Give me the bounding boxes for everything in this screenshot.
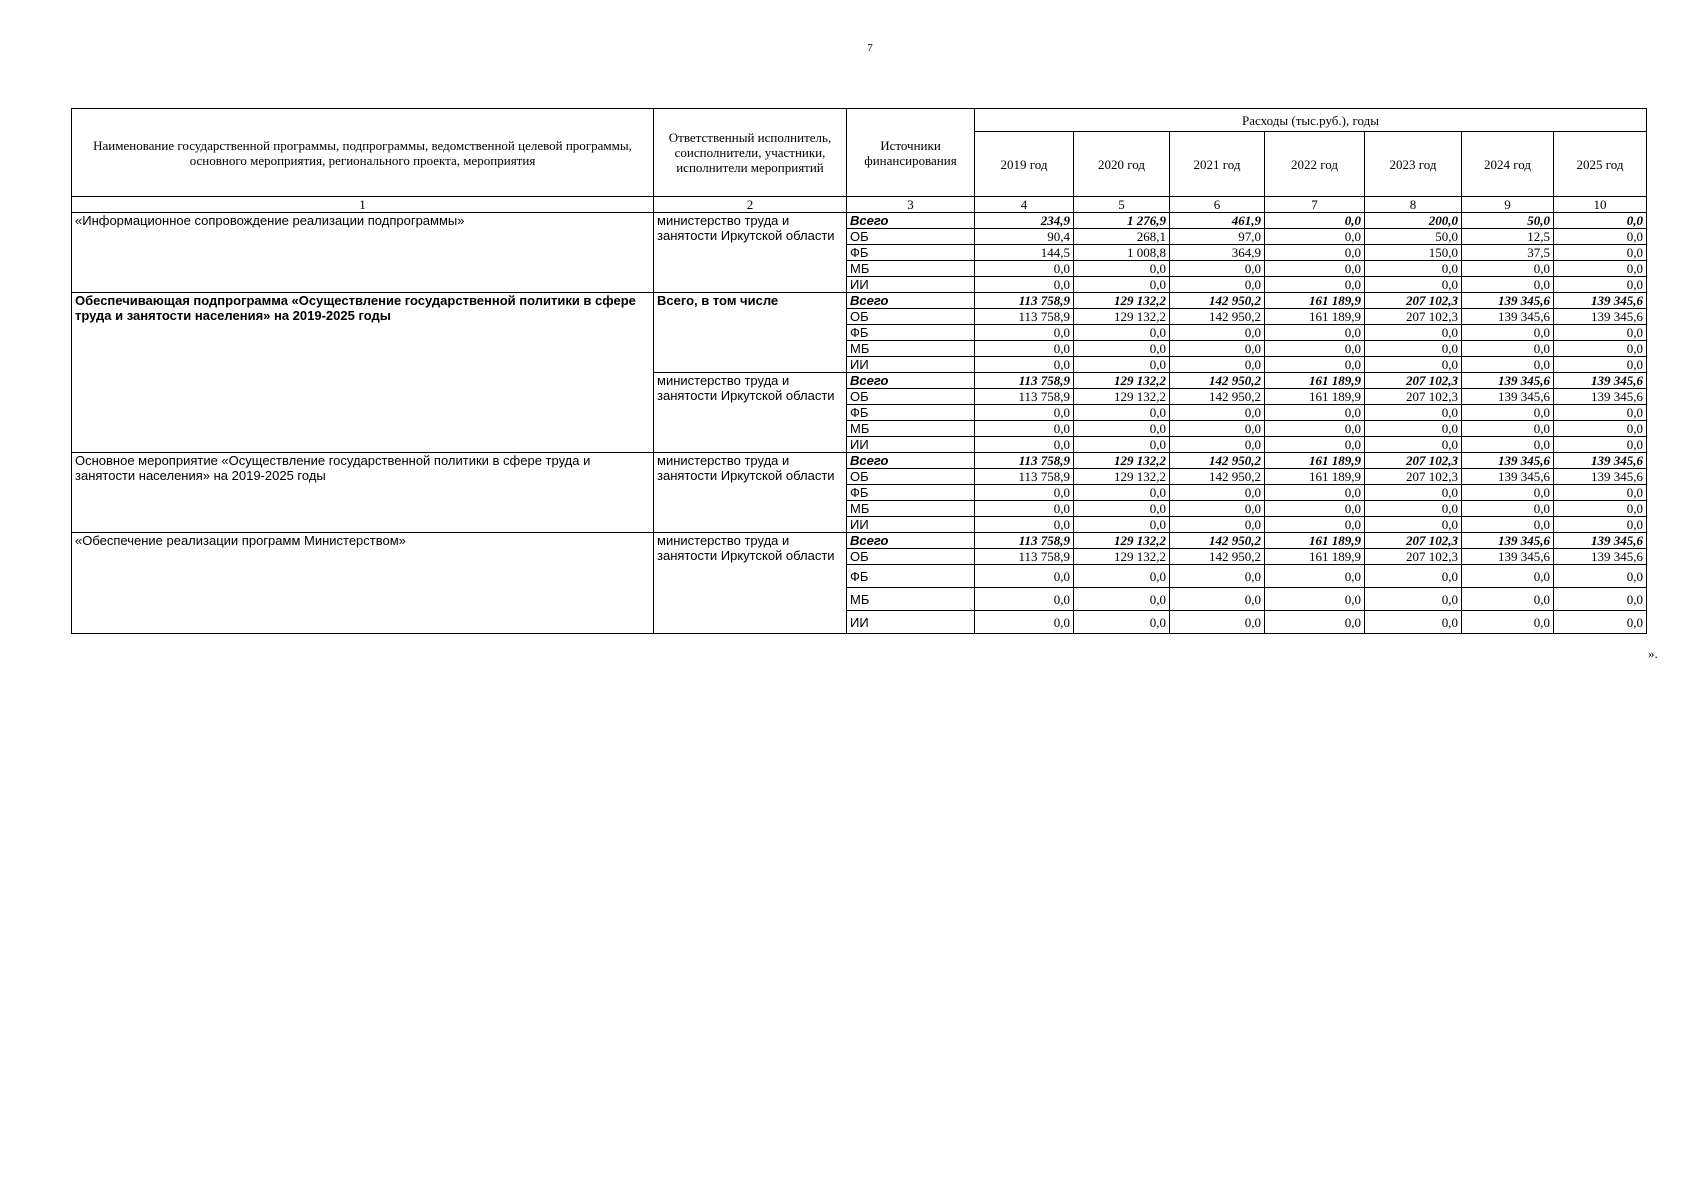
column-number: 10 (1554, 197, 1647, 213)
program-name: Основное мероприятие «Осуществление государственной политики в сфере труда и занятости населения» на 2019-2025 годы (72, 453, 654, 533)
expense-value: 161 189,9 (1265, 453, 1365, 469)
expense-value: 268,1 (1074, 229, 1170, 245)
expense-value: 207 102,3 (1365, 549, 1462, 565)
expense-value: 0,0 (1462, 611, 1554, 634)
expense-value: 461,9 (1170, 213, 1265, 229)
expense-value: 113 758,9 (975, 549, 1074, 565)
expense-value: 0,0 (1170, 517, 1265, 533)
expense-value: 0,0 (975, 341, 1074, 357)
funding-source: ОБ (847, 469, 975, 485)
funding-source: ФБ (847, 405, 975, 421)
expense-value: 0,0 (1462, 277, 1554, 293)
expense-value: 0,0 (1365, 405, 1462, 421)
expense-value: 129 132,2 (1074, 389, 1170, 405)
expense-value: 113 758,9 (975, 293, 1074, 309)
expense-value: 161 189,9 (1265, 293, 1365, 309)
expense-value: 142 950,2 (1170, 389, 1265, 405)
expense-value: 0,0 (1074, 517, 1170, 533)
expense-value: 0,0 (1265, 405, 1365, 421)
expense-value: 0,0 (1462, 261, 1554, 277)
expense-value: 0,0 (1074, 261, 1170, 277)
expense-value: 0,0 (1365, 517, 1462, 533)
expense-value: 0,0 (1265, 277, 1365, 293)
column-number: 1 (72, 197, 654, 213)
expense-value: 0,0 (1462, 588, 1554, 611)
expense-value: 161 189,9 (1265, 533, 1365, 549)
expense-value: 0,0 (1365, 588, 1462, 611)
funding-source: ИИ (847, 277, 975, 293)
expense-value: 0,0 (1365, 611, 1462, 634)
expense-value: 0,0 (975, 588, 1074, 611)
funding-source: Всего (847, 213, 975, 229)
expense-value: 0,0 (975, 501, 1074, 517)
expense-value: 90,4 (975, 229, 1074, 245)
expense-value: 0,0 (1265, 341, 1365, 357)
executor: министерство труда и занятости Иркутской области (654, 533, 847, 634)
expense-value: 0,0 (1554, 213, 1647, 229)
expense-value: 113 758,9 (975, 373, 1074, 389)
expense-value: 207 102,3 (1365, 373, 1462, 389)
expense-value: 0,0 (975, 565, 1074, 588)
table-row (72, 293, 1647, 309)
expense-value: 139 345,6 (1554, 373, 1647, 389)
expense-value: 0,0 (975, 261, 1074, 277)
expense-value: 0,0 (975, 437, 1074, 453)
expense-value: 0,0 (975, 421, 1074, 437)
column-number: 4 (975, 197, 1074, 213)
expense-value: 0,0 (1265, 437, 1365, 453)
expense-value: 207 102,3 (1365, 389, 1462, 405)
funding-source: ИИ (847, 437, 975, 453)
header-year: 2021 год (1170, 132, 1265, 197)
header-year: 2023 год (1365, 132, 1462, 197)
expense-value: 0,0 (1365, 325, 1462, 341)
expense-value: 142 950,2 (1170, 533, 1265, 549)
funding-source: Всего (847, 293, 975, 309)
expense-value: 0,0 (1365, 261, 1462, 277)
expense-value: 0,0 (975, 517, 1074, 533)
expense-value: 150,0 (1365, 245, 1462, 261)
expense-value: 0,0 (975, 357, 1074, 373)
expense-value: 0,0 (1265, 611, 1365, 634)
funding-source: МБ (847, 341, 975, 357)
expense-value: 0,0 (1554, 421, 1647, 437)
expense-value: 139 345,6 (1554, 293, 1647, 309)
expense-value: 161 189,9 (1265, 309, 1365, 325)
closing-mark: ». (1648, 646, 1658, 661)
column-number: 5 (1074, 197, 1170, 213)
expense-value: 0,0 (1265, 245, 1365, 261)
expense-value: 139 345,6 (1554, 453, 1647, 469)
funding-source: МБ (847, 501, 975, 517)
expense-value: 0,0 (1170, 357, 1265, 373)
column-number: 9 (1462, 197, 1554, 213)
expense-value: 0,0 (1074, 501, 1170, 517)
expense-value: 144,5 (975, 245, 1074, 261)
expense-value: 129 132,2 (1074, 453, 1170, 469)
expense-value: 0,0 (1265, 213, 1365, 229)
expense-value: 0,0 (1170, 485, 1265, 501)
expense-value: 207 102,3 (1365, 469, 1462, 485)
expense-value: 0,0 (1170, 277, 1265, 293)
expense-value: 139 345,6 (1462, 373, 1554, 389)
expense-value: 0,0 (1074, 565, 1170, 588)
funding-source: ОБ (847, 549, 975, 565)
expense-value: 139 345,6 (1462, 389, 1554, 405)
expense-value: 0,0 (1170, 588, 1265, 611)
funding-source: ФБ (847, 565, 975, 588)
expense-value: 0,0 (1074, 421, 1170, 437)
expense-value: 139 345,6 (1462, 293, 1554, 309)
expense-value: 139 345,6 (1462, 469, 1554, 485)
expense-value: 0,0 (1074, 437, 1170, 453)
expense-value: 234,9 (975, 213, 1074, 229)
funding-source: МБ (847, 421, 975, 437)
expense-value: 113 758,9 (975, 309, 1074, 325)
expense-value: 142 950,2 (1170, 453, 1265, 469)
funding-source: ФБ (847, 245, 975, 261)
expense-value: 0,0 (1554, 485, 1647, 501)
expense-value: 0,0 (1074, 341, 1170, 357)
expense-value: 0,0 (1265, 421, 1365, 437)
program-name: «Информационное сопровождение реализации подпрограммы» (72, 213, 654, 293)
expense-value: 207 102,3 (1365, 309, 1462, 325)
header-year: 2022 год (1265, 132, 1365, 197)
funding-source: ОБ (847, 309, 975, 325)
expense-value: 0,0 (1170, 261, 1265, 277)
expense-value: 0,0 (1462, 357, 1554, 373)
expense-value: 207 102,3 (1365, 293, 1462, 309)
funding-source: ФБ (847, 485, 975, 501)
expense-value: 161 189,9 (1265, 373, 1365, 389)
expense-value: 37,5 (1462, 245, 1554, 261)
expense-value: 0,0 (1462, 405, 1554, 421)
expense-value: 0,0 (1265, 229, 1365, 245)
program-name: «Обеспечение реализации программ Министерством» (72, 533, 654, 634)
header-expenses: Расходы (тыс.руб.), годы (975, 109, 1647, 132)
expense-value: 0,0 (1554, 611, 1647, 634)
expense-value: 142 950,2 (1170, 309, 1265, 325)
expense-value: 0,0 (1554, 501, 1647, 517)
expense-value: 113 758,9 (975, 389, 1074, 405)
expense-value: 0,0 (1365, 341, 1462, 357)
expense-value: 0,0 (1170, 341, 1265, 357)
expense-value: 0,0 (1554, 277, 1647, 293)
expense-value: 0,0 (1554, 341, 1647, 357)
funding-source: Всего (847, 373, 975, 389)
funding-source: ИИ (847, 611, 975, 634)
expense-value: 129 132,2 (1074, 293, 1170, 309)
header-year: 2025 год (1554, 132, 1647, 197)
expense-value: 0,0 (1265, 261, 1365, 277)
expense-value: 139 345,6 (1462, 453, 1554, 469)
expense-value: 142 950,2 (1170, 373, 1265, 389)
expense-value: 0,0 (975, 611, 1074, 634)
expense-value: 142 950,2 (1170, 293, 1265, 309)
page-number: 7 (867, 42, 873, 54)
expense-value: 0,0 (1462, 517, 1554, 533)
expense-value: 113 758,9 (975, 453, 1074, 469)
funding-source: МБ (847, 261, 975, 277)
executor: Всего, в том числе (654, 293, 847, 373)
expense-value: 0,0 (1462, 501, 1554, 517)
expense-value: 0,0 (1074, 357, 1170, 373)
budget-table (71, 108, 1647, 634)
header-year: 2019 год (975, 132, 1074, 197)
expense-value: 0,0 (1074, 611, 1170, 634)
expense-value: 0,0 (1265, 517, 1365, 533)
funding-source: ИИ (847, 517, 975, 533)
funding-source: Всего (847, 533, 975, 549)
expense-value: 139 345,6 (1462, 549, 1554, 565)
expense-value: 0,0 (1365, 437, 1462, 453)
expense-value: 129 132,2 (1074, 373, 1170, 389)
expense-value: 12,5 (1462, 229, 1554, 245)
header-executor-column: Ответственный исполнитель, соисполнители, участники, исполнители мероприятий (654, 109, 847, 197)
expense-value: 50,0 (1462, 213, 1554, 229)
expense-value: 0,0 (1170, 405, 1265, 421)
expense-value: 0,0 (1462, 341, 1554, 357)
program-name: Обеспечивающая подпрограмма «Осуществление государственной политики в сфере труда и занятости населения» на 2019-2025 годы (72, 293, 654, 453)
expense-value: 200,0 (1365, 213, 1462, 229)
expense-value: 207 102,3 (1365, 453, 1462, 469)
executor: министерство труда и занятости Иркутской области (654, 213, 847, 293)
expense-value: 0,0 (1170, 611, 1265, 634)
expense-value: 139 345,6 (1462, 309, 1554, 325)
expense-value: 0,0 (1170, 421, 1265, 437)
expense-value: 129 132,2 (1074, 549, 1170, 565)
expense-value: 139 345,6 (1462, 533, 1554, 549)
expense-value: 0,0 (975, 405, 1074, 421)
expense-value: 0,0 (1462, 485, 1554, 501)
expense-value: 0,0 (1554, 325, 1647, 341)
expense-value: 0,0 (1265, 485, 1365, 501)
funding-source: ФБ (847, 325, 975, 341)
expense-value: 161 189,9 (1265, 469, 1365, 485)
expense-value: 0,0 (1554, 517, 1647, 533)
expense-value: 0,0 (1074, 405, 1170, 421)
expense-value: 0,0 (1554, 229, 1647, 245)
expense-value: 0,0 (1265, 325, 1365, 341)
expense-value: 0,0 (1554, 357, 1647, 373)
expense-value: 0,0 (1462, 421, 1554, 437)
funding-source: ОБ (847, 229, 975, 245)
expense-value: 0,0 (1462, 565, 1554, 588)
expense-value: 0,0 (1265, 565, 1365, 588)
expense-value: 0,0 (1365, 485, 1462, 501)
funding-source: ИИ (847, 357, 975, 373)
expense-value: 113 758,9 (975, 533, 1074, 549)
expense-value: 139 345,6 (1554, 389, 1647, 405)
expense-value: 0,0 (1365, 421, 1462, 437)
funding-source: Всего (847, 453, 975, 469)
expense-value: 0,0 (1462, 437, 1554, 453)
expense-value: 0,0 (1462, 325, 1554, 341)
expense-value: 139 345,6 (1554, 533, 1647, 549)
expense-value: 113 758,9 (975, 469, 1074, 485)
header-name-column: Наименование государственной программы, подпрограммы, ведомственной целевой программы, основного мероприятия, регионального проекта, мероприятия (72, 109, 654, 197)
expense-value: 364,9 (1170, 245, 1265, 261)
table-row (72, 453, 1647, 469)
column-number: 7 (1265, 197, 1365, 213)
expense-value: 161 189,9 (1265, 549, 1365, 565)
expense-value: 0,0 (975, 277, 1074, 293)
expense-value: 0,0 (1554, 405, 1647, 421)
expense-value: 0,0 (1170, 325, 1265, 341)
expense-value: 0,0 (1074, 588, 1170, 611)
expense-value: 0,0 (1554, 437, 1647, 453)
expense-value: 139 345,6 (1554, 309, 1647, 325)
expense-value: 0,0 (1554, 565, 1647, 588)
expense-value: 0,0 (1265, 588, 1365, 611)
header-year: 2024 год (1462, 132, 1554, 197)
expense-value: 142 950,2 (1170, 469, 1265, 485)
expense-value: 0,0 (1170, 437, 1265, 453)
column-number: 3 (847, 197, 975, 213)
expense-value: 129 132,2 (1074, 469, 1170, 485)
expense-value: 207 102,3 (1365, 533, 1462, 549)
expense-value: 1 276,9 (1074, 213, 1170, 229)
expense-value: 139 345,6 (1554, 469, 1647, 485)
expense-value: 0,0 (1265, 501, 1365, 517)
expense-value: 0,0 (1074, 325, 1170, 341)
expense-value: 97,0 (1170, 229, 1265, 245)
expense-value: 139 345,6 (1554, 549, 1647, 565)
executor: министерство труда и занятости Иркутской области (654, 453, 847, 533)
expense-value: 0,0 (1365, 277, 1462, 293)
expense-value: 0,0 (975, 325, 1074, 341)
expense-value: 0,0 (1554, 588, 1647, 611)
column-number: 8 (1365, 197, 1462, 213)
expense-value: 0,0 (1074, 277, 1170, 293)
table-row (72, 533, 1647, 549)
expense-value: 0,0 (1170, 565, 1265, 588)
expense-value: 0,0 (1365, 501, 1462, 517)
expense-value: 161 189,9 (1265, 389, 1365, 405)
funding-source: МБ (847, 588, 975, 611)
executor: министерство труда и занятости Иркутской области (654, 373, 847, 453)
expense-value: 0,0 (1265, 357, 1365, 373)
expense-value: 0,0 (1554, 261, 1647, 277)
expense-value: 0,0 (1170, 501, 1265, 517)
expense-value: 50,0 (1365, 229, 1462, 245)
funding-source: ОБ (847, 389, 975, 405)
expense-value: 142 950,2 (1170, 549, 1265, 565)
expense-value: 0,0 (1074, 485, 1170, 501)
expense-value: 0,0 (1365, 357, 1462, 373)
expense-value: 0,0 (975, 485, 1074, 501)
expense-value: 0,0 (1554, 245, 1647, 261)
header-source-column: Источники финансирования (847, 109, 975, 197)
header-year: 2020 год (1074, 132, 1170, 197)
expense-value: 0,0 (1365, 565, 1462, 588)
expense-value: 1 008,8 (1074, 245, 1170, 261)
column-number: 2 (654, 197, 847, 213)
expense-value: 129 132,2 (1074, 533, 1170, 549)
table-row (72, 213, 1647, 229)
column-number: 6 (1170, 197, 1265, 213)
expense-value: 129 132,2 (1074, 309, 1170, 325)
